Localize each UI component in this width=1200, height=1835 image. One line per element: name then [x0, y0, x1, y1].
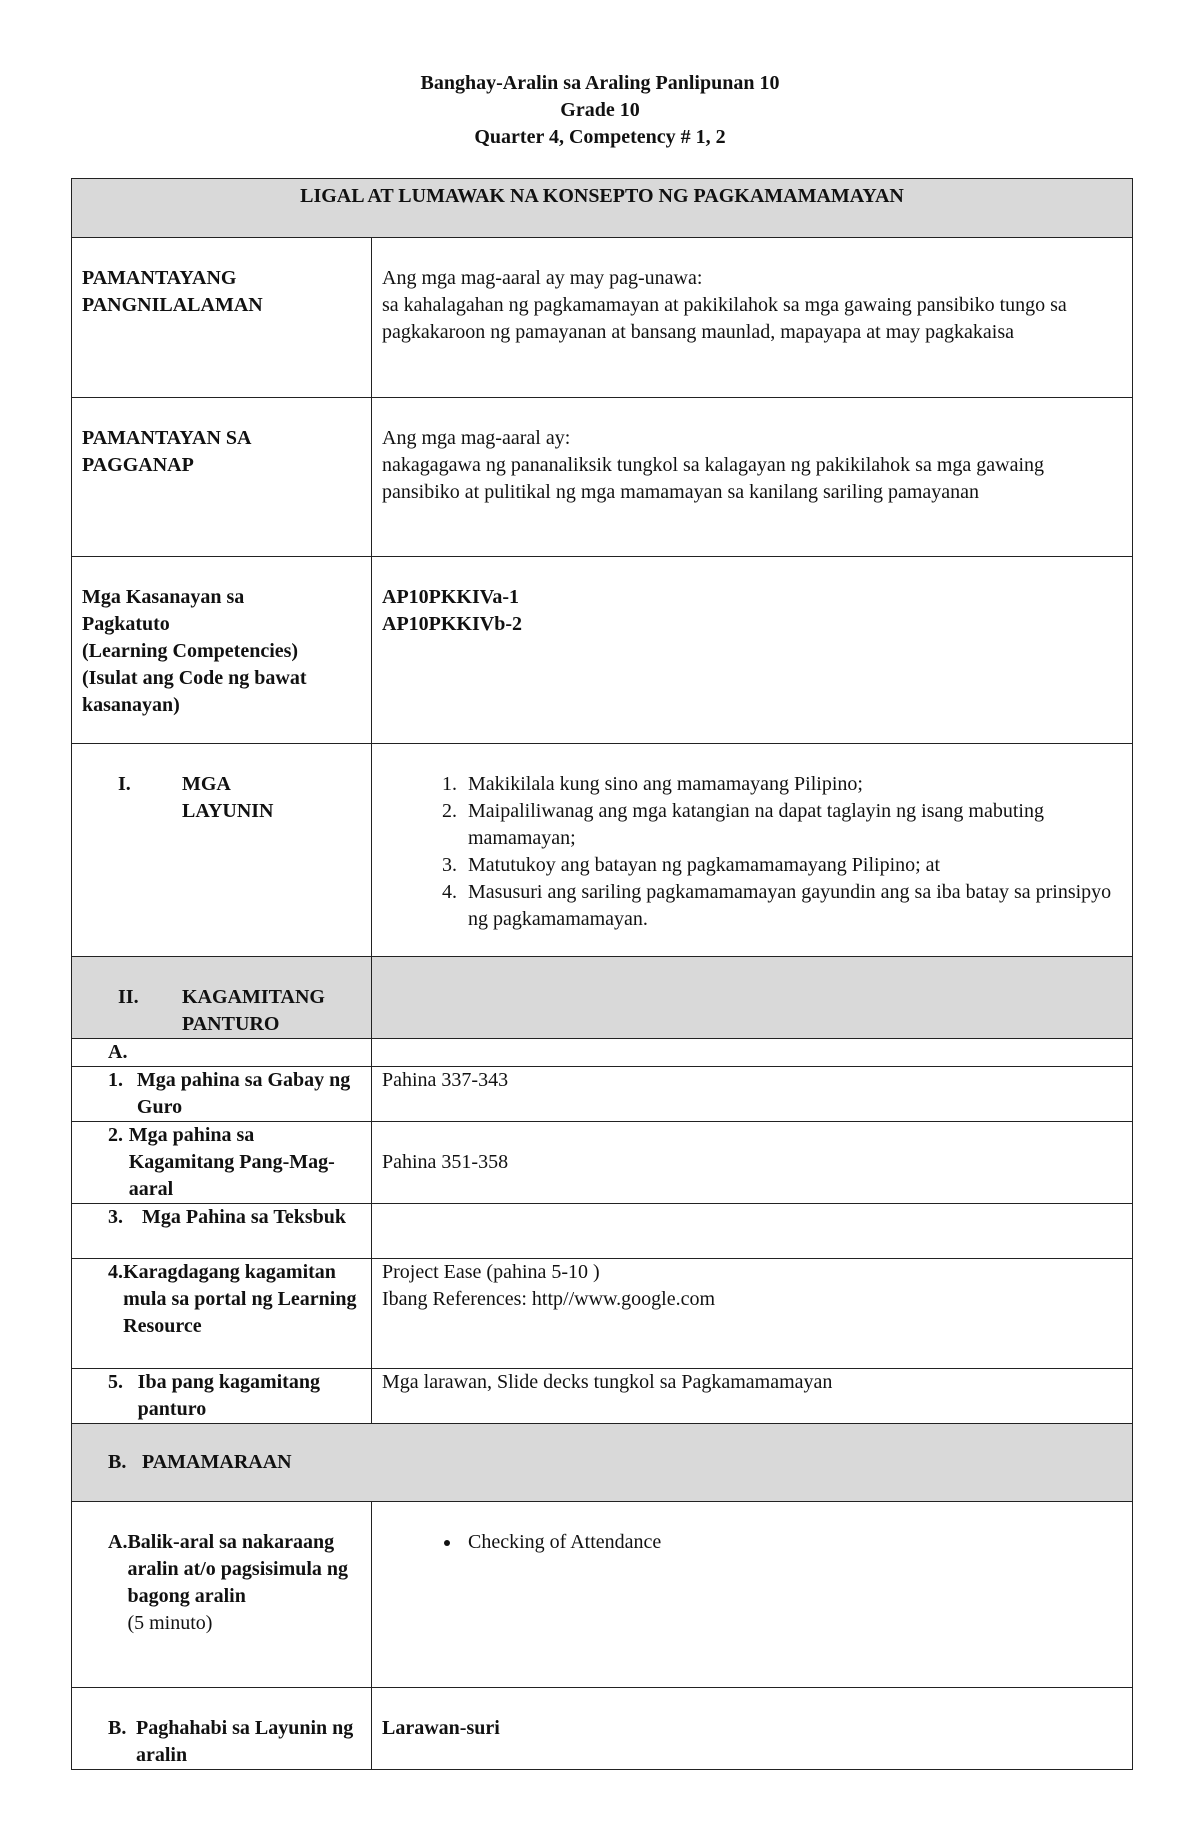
header-quarter: Quarter 4, Competency # 1, 2 — [474, 126, 726, 148]
procedure-step-b-value: Larawan-suri — [372, 1688, 1133, 1770]
materials-sub-a-row: A. — [72, 1039, 1133, 1067]
competency-codes — [372, 557, 1133, 744]
materials-header-row — [72, 957, 1133, 1039]
procedure-label: B. PAMAMARAAN — [72, 1424, 1133, 1502]
table-row: 5. Iba pang kagamitang panturo Mga larawan, Slide decks tungkol sa Pagkamamamayan — [72, 1369, 1133, 1424]
procedure-header-row — [72, 1424, 1133, 1502]
table-row: 1. Mga pahina sa Gabay ng Guro Pahina 337-343 — [72, 1067, 1133, 1122]
header-title: Banghay-Aralin sa Araling Panlipunan 10 — [420, 72, 780, 94]
materials-value: Pahina 351-358 — [372, 1122, 1133, 1204]
procedure-step-a-row: A. Balik-aral sa nakaraang aralin at/o pagsisimula ng bagong aralin (5 minuto) • Checking of Attendance — [72, 1502, 1133, 1688]
title-row — [72, 179, 1133, 238]
competency-code-1: AP10PKKIVa-1 — [382, 586, 520, 608]
competency-code-2: AP10PKKIVb-2 — [382, 613, 522, 635]
materials-label: II. KAGAMITANG PANTURO — [72, 957, 372, 1039]
content-standard-label: PAMANTAYANG PANGNILALAMAN — [72, 238, 372, 398]
objective-item: 4. Masusuri ang sariling pagkamamamayan gayundin ang sa iba batay sa prinsipyo ng pagkamamamayan. — [462, 879, 1122, 933]
materials-value: Project Ease (pahina 5-10 ) Ibang References: http//www.google.com — [372, 1259, 1133, 1369]
materials-value: Pahina 337-343 — [372, 1067, 1133, 1122]
objectives-label: I. MGA LAYUNIN — [72, 744, 372, 957]
table-row: 2. Mga pahina sa Kagamitang Pang-Mag-aaral Pahina 351-358 — [72, 1122, 1133, 1204]
procedure-step-b-row: B. Paghahabi sa Layunin ng aralin Larawan-suri — [72, 1688, 1133, 1770]
header-grade: Grade 10 — [560, 99, 640, 121]
procedure-bullets — [382, 1529, 1122, 1556]
table-row: 4. Karagdagang kagamitan mula sa portal ng Learning Resource Project Ease (pahina 5-10 ) Ibang References: http//www.google.com — [72, 1259, 1133, 1369]
competencies-row — [72, 557, 1133, 744]
table-title: LIGAL AT LUMAWAK NA KONSEPTO NG PAGKAMAMAMAYAN — [72, 179, 1133, 238]
content-standard-text: Ang mga mag-aaral ay may pag-unawa: sa kahalagahan ng pagkamamayan at pakikilahok sa mga gawaing pansibiko tungo sa pagkakaroon ng pamayanan at bansang maunlad, mapayapa at may pagkakaisa — [372, 238, 1133, 398]
performance-standard-row — [72, 398, 1133, 557]
competencies-label: Mga Kasanayan sa Pagkatuto (Learning Competencies) (Isulat ang Code ng bawat kasanayan) — [72, 557, 372, 744]
objective-item: 2. Maipaliliwanag ang mga katangian na dapat taglayin ng isang mabuting mamamayan; — [462, 798, 1122, 852]
objectives-row — [72, 744, 1133, 957]
materials-value — [372, 1204, 1133, 1259]
performance-standard-text: Ang mga mag-aaral ay: nakagagawa ng pananaliksik tungkol sa kalagayan ng pakikilahok sa mga gawaing pansibiko at pulitikal ng mga mamamayan sa kanilang sariling pamayanan — [372, 398, 1133, 557]
objectives-list-cell — [372, 744, 1133, 957]
lesson-plan-table — [71, 178, 1133, 1770]
objective-item: 3. Matutukoy ang batayan ng pagkamamamayang Pilipino; at — [462, 852, 1122, 879]
document-header — [0, 70, 1200, 151]
content-standard-row — [72, 238, 1133, 398]
performance-standard-label: PAMANTAYAN SA PAGGANAP — [72, 398, 372, 557]
table-row: 3. Mga Pahina sa Teksbuk — [72, 1204, 1133, 1259]
list-item: • Checking of Attendance — [462, 1529, 1122, 1556]
objectives-list — [382, 771, 1122, 933]
materials-value: Mga larawan, Slide decks tungkol sa Pagkamamamayan — [372, 1369, 1133, 1424]
objective-item: 1. Makikilala kung sino ang mamamayang Pilipino; — [462, 771, 1122, 798]
